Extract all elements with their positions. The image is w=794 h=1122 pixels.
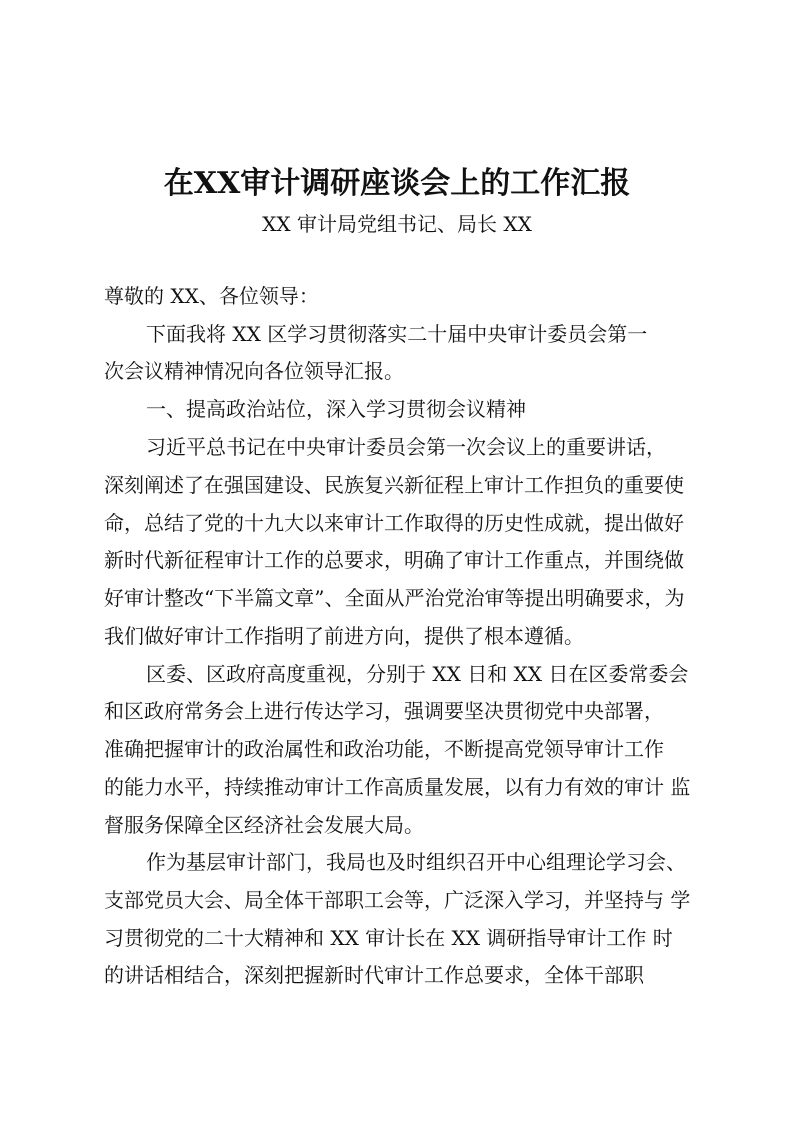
section-heading: 一、提高政治站位，深入学习贯彻会议精神 bbox=[146, 397, 526, 421]
paragraph-line: 深刻阐述了在强国建设、民族复兴新征程上审计工作担负的重要使 bbox=[104, 473, 684, 497]
paragraph-line: 习贯彻党的二十大精神和 XX 审计长在 XX 调研指导审计工作 时 bbox=[104, 926, 673, 950]
paragraph-line: 次会议精神情况向各位领导汇报。 bbox=[104, 359, 404, 383]
paragraph-line: 好审计整改“下半篇文章”、全面从严治党治审等提出明确要求，为 bbox=[104, 586, 685, 610]
document-title: 在XX审计调研座谈会上的工作汇报 bbox=[163, 166, 631, 201]
paragraph-line: 和区政府常务会上进行传达学习，强调要坚决贯彻党中央部署， bbox=[104, 699, 664, 723]
paragraph-line: 我们做好审计工作指明了前进方向，提供了根本遵循。 bbox=[104, 624, 584, 648]
paragraph-line: 准确把握审计的政治属性和政治功能，不断提高党领导审计工作 bbox=[104, 737, 664, 761]
paragraph-line: 新时代新征程审计工作的总要求，明确了审计工作重点，并围绕做 bbox=[104, 548, 684, 572]
paragraph-line: 督服务保障全区经济社会发展大局。 bbox=[104, 813, 424, 837]
paragraph-line: 区委、区政府高度重视，分别于 XX 日和 XX 日在区委常委会 bbox=[146, 662, 689, 686]
paragraph-line: 作为基层审计部门，我局也及时组织召开中心组理论学习会、 bbox=[146, 850, 686, 874]
paragraph-line: 的能力水平，持续推动审计工作高质量发展，以有力有效的审计 监 bbox=[104, 775, 691, 799]
paragraph-line: 下面我将 XX 区学习贯彻落实二十届中央审计委员会第一 bbox=[146, 322, 648, 346]
paragraph-line: 支部党员大会、局全体干部职工会等，广泛深入学习，并坚持与 学 bbox=[104, 888, 691, 912]
paragraph-line: 的讲话相结合，深刻把握新时代审计工作总要求，全体干部职 bbox=[104, 963, 644, 987]
document-subtitle: XX 审计局党组书记、局长 XX bbox=[262, 212, 532, 236]
salutation-line: 尊敬的 XX、各位领导： bbox=[104, 284, 319, 308]
paragraph-line: 命，总结了党的十九大以来审计工作取得的历史性成就，提出做好 bbox=[104, 511, 684, 535]
paragraph-line: 习近平总书记在中央审计委员会第一次会议上的重要讲话， bbox=[146, 435, 666, 459]
